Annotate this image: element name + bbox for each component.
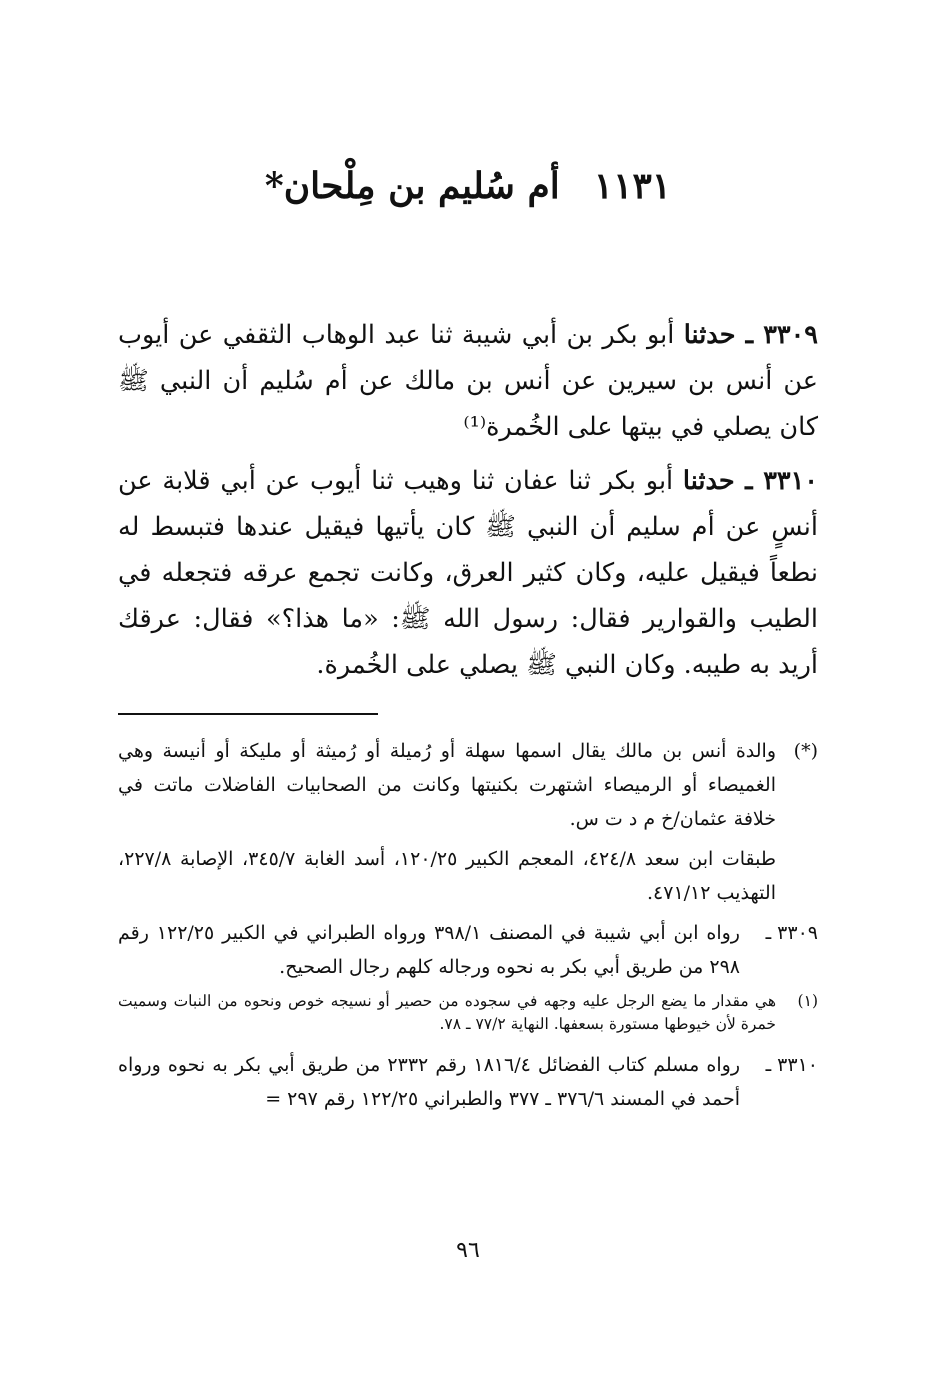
entry-name: أم سُليم بن مِلْحان* xyxy=(264,165,560,207)
footnote-3310 xyxy=(118,1048,818,1116)
page-number: ٩٦ xyxy=(456,1238,480,1263)
footnote-text: هي مقدار ما يضع الرجل عليه وجهه في سجوده من حصير أو نسيجه خوص ونحوه من النبات وسميت خمرة لأن خيوطها مستورة بسعفها. النهاية ٧٧/٢ ـ ٧٨. xyxy=(118,992,776,1033)
book-page xyxy=(118,0,818,1375)
footnote-3309 xyxy=(118,916,818,984)
footnote-divider xyxy=(118,713,378,715)
hadith-number: ٣٣٠٩ ـ حدثنا xyxy=(683,320,819,350)
footnote-label: (١) xyxy=(797,992,818,1010)
footnote-text: طبقات ابن سعد ٤٢٤/٨، المعجم الكبير ١٢٠/٢٥، أسد الغابة ٣٤٥/٧، الإصابة ٢٢٧/٨، التهذيب ٤٧١/١٢. xyxy=(118,848,776,904)
footnote-text: رواه ابن أبي شيبة في المصنف ٣٩٨/١ ورواه الطبراني في الكبير ١٢٢/٢٥ رقم ٢٩٨ من طريق أبي بكر به نحوه ورجاله كلهم رجال الصحيح. xyxy=(118,922,740,978)
footnote-biography xyxy=(118,734,818,836)
hadith-text: أبو بكر بن أبي شيبة ثنا عبد الوهاب الثقفي عن أيوب عن أنس بن سيرين عن أنس بن مالك عن أم سُليم أن النبي ﷺ كان يصلي في بيتها على الخُمرة⁽¹⁾ xyxy=(118,320,818,442)
footnote-sources xyxy=(118,842,818,910)
hadith-body xyxy=(118,312,818,688)
footnote-label: (*) xyxy=(793,740,818,762)
footnotes xyxy=(118,734,818,1122)
footnote-text: رواه مسلم كتاب الفضائل ١٨١٦/٤ رقم ٢٣٣٢ من طريق أبي بكر به نحوه ورواه أحمد في المسند ٣٧٦/٦ ـ ٣٧٧ والطبراني ١٢٢/٢٥ رقم ٢٩٧ = xyxy=(118,1054,740,1110)
hadith-3310 xyxy=(118,458,818,688)
entry-number: ١١٣١ xyxy=(593,165,672,207)
entry-heading xyxy=(118,160,818,212)
hadith-3309 xyxy=(118,312,818,450)
footnote-1 xyxy=(118,990,818,1036)
hadith-text: أبو بكر ثنا عفان ثنا وهيب ثنا أيوب عن أبي قلابة عن أنسٍ عن أم سليم أن النبي ﷺ كان يأتيها فيقيل عندها فتبسط له نطعاً فيقيل عليه، وكان كثير العرق، وكانت تجمع عرقه فتجعله في الطيب والقوارير فقال: رسول الله ﷺ: «ما هذا؟» فقال: عرقك أريد به طيبه. وكان النبي ﷺ يصلي على الخُمرة. xyxy=(118,466,818,680)
hadith-number: ٣٣١٠ ـ حدثنا xyxy=(682,466,818,496)
footnote-label: ٣٣٠٩ ـ xyxy=(765,922,818,944)
footnote-text: والدة أنس بن مالك يقال اسمها سهلة أو رُميلة أو رُميثة أو مليكة أو أنيسة وهي الغميصاء أو الرميصاء اشتهرت بكنيتها وكانت من الصحابيات الفاضلات ماتت في خلافة عثمان/خ م د ت س. xyxy=(118,740,776,830)
footnote-label: ٣٣١٠ ـ xyxy=(765,1054,818,1076)
